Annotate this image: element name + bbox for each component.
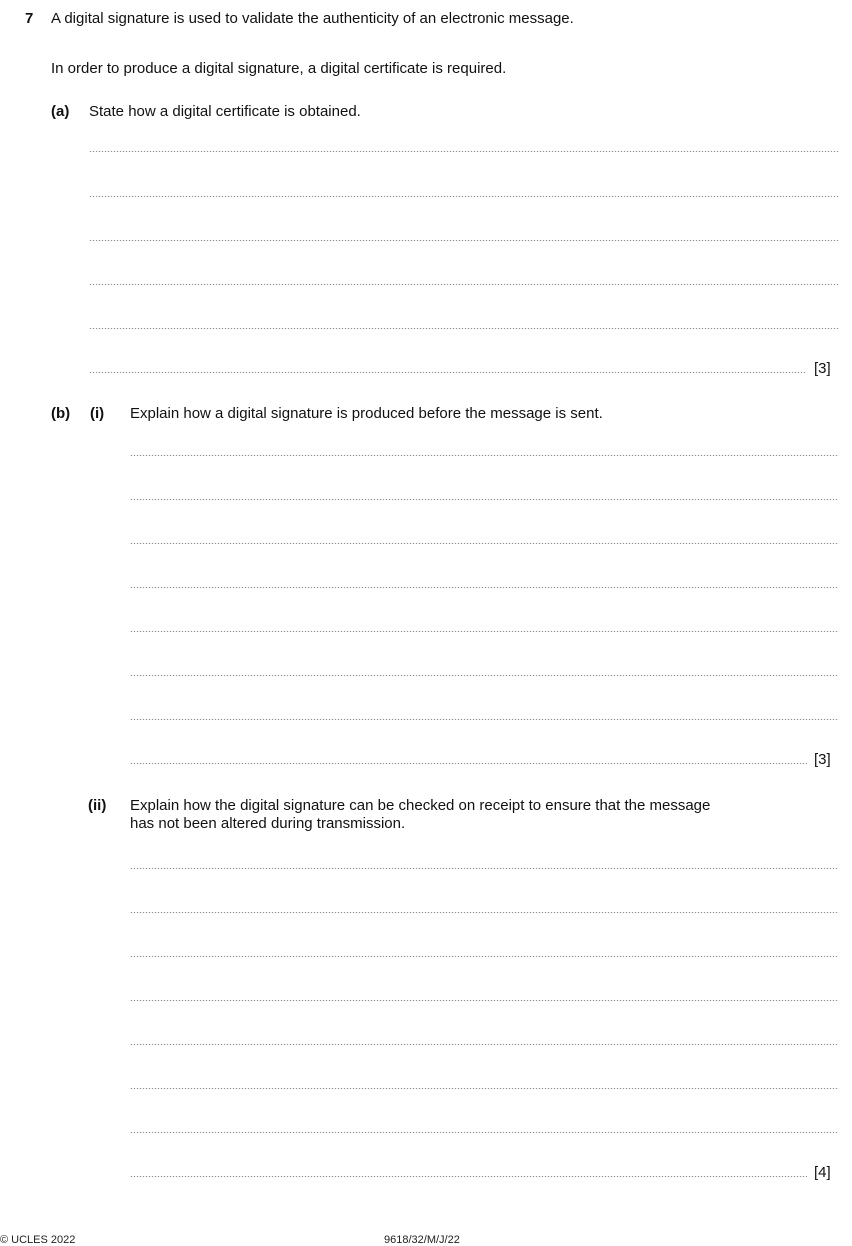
part-b-ii-text-2: has not been altered during transmission.: [130, 815, 406, 832]
answer-line-b-i-3[interactable]: [130, 543, 839, 544]
part-b-ii-marks: [4]: [814, 1164, 831, 1181]
answer-line-b-i-5[interactable]: [130, 631, 839, 632]
question-intro-1: A digital signature is used to validate the authenticity of an electronic message.: [51, 10, 574, 27]
answer-line-b-i-4[interactable]: [130, 587, 839, 588]
answer-line-b-ii-4[interactable]: [130, 1000, 839, 1001]
question-number: 7: [25, 10, 34, 27]
answer-line-b-i-8[interactable]: [130, 763, 807, 764]
footer-paper-code: 9618/32/M/J/22: [384, 1234, 460, 1246]
answer-line-a-5[interactable]: [89, 328, 839, 329]
part-b-i-marks: [3]: [814, 751, 831, 768]
part-a-text: State how a digital certificate is obtained.: [89, 103, 361, 120]
answer-line-b-i-6[interactable]: [130, 675, 839, 676]
part-b-ii-text-1: Explain how the digital signature can be checked on receipt to ensure that the message: [130, 797, 711, 814]
part-b-label: (b): [51, 405, 71, 422]
answer-line-b-ii-6[interactable]: [130, 1088, 839, 1089]
part-a-marks: [3]: [814, 360, 831, 377]
answer-line-b-i-7[interactable]: [130, 719, 839, 720]
answer-line-a-3[interactable]: [89, 240, 839, 241]
answer-line-b-ii-8[interactable]: [130, 1176, 807, 1177]
answer-line-a-4[interactable]: [89, 284, 839, 285]
part-b-i-label: (i): [90, 405, 105, 422]
part-b-i-text: Explain how a digital signature is produced before the message is sent.: [130, 405, 603, 422]
answer-line-b-ii-7[interactable]: [130, 1132, 839, 1133]
answer-line-b-i-2[interactable]: [130, 499, 839, 500]
footer-copyright: © UCLES 2022: [0, 1234, 76, 1246]
answer-line-a-2[interactable]: [89, 196, 839, 197]
part-a-label: (a): [51, 103, 70, 120]
question-intro-2: In order to produce a digital signature, a digital certificate is required.: [51, 60, 507, 77]
answer-line-b-ii-3[interactable]: [130, 956, 839, 957]
answer-line-b-i-1[interactable]: [130, 455, 839, 456]
answer-line-b-ii-1[interactable]: [130, 868, 839, 869]
answer-line-a-6[interactable]: [89, 372, 807, 373]
answer-line-b-ii-2[interactable]: [130, 912, 839, 913]
part-b-ii-label: (ii): [88, 797, 107, 814]
answer-line-b-ii-5[interactable]: [130, 1044, 839, 1045]
answer-line-a-1[interactable]: [89, 151, 839, 152]
